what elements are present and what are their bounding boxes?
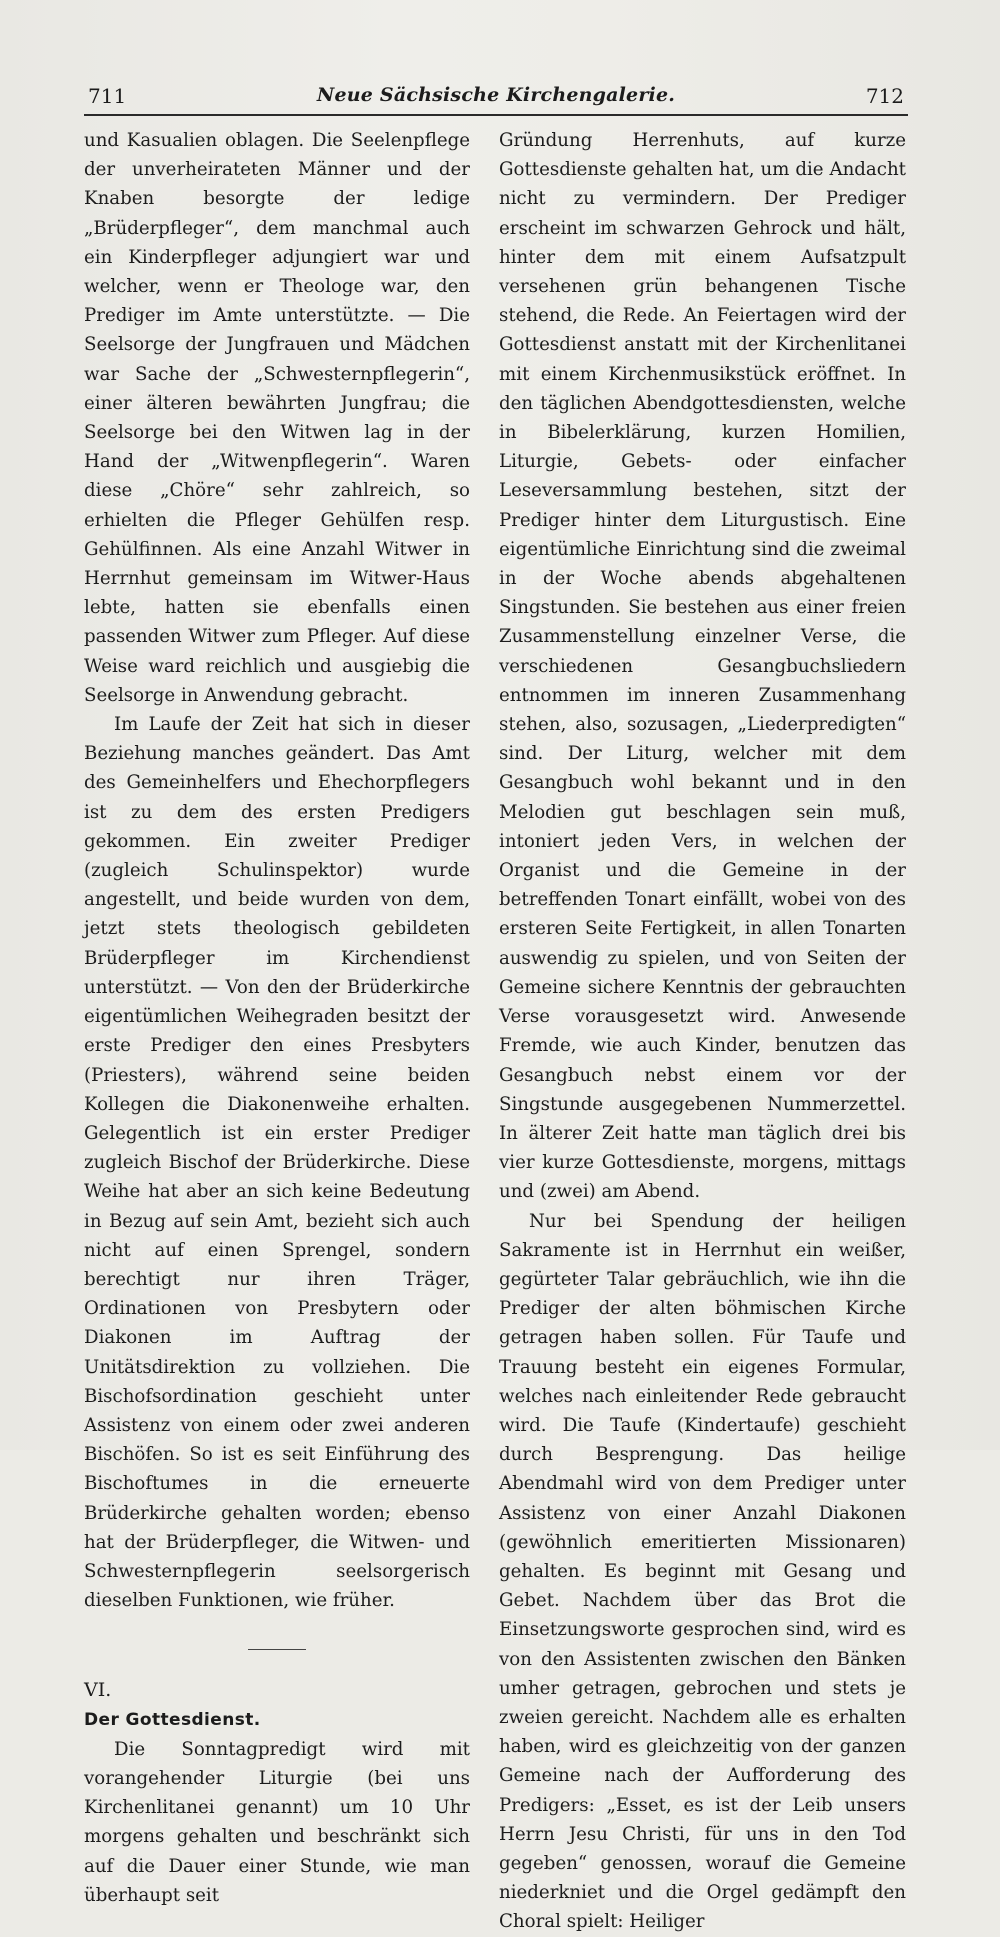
section-title: Der Gottesdienst. [84, 1709, 261, 1730]
paragraph: Im Laufe der Zeit hat sich in dieser Beziehung manches geändert. Das Amt des Gemeinhelfers und Ehechorpflegers ist zu dem des ersten Predigers gekommen. Ein zweiter Prediger (zugleich Schulinspektor) wurde angestellt, und beide wurden von dem, jetzt stets theologisch gebildeten Brüderpfleger im Kirchendienst unterstützt. — Von den der Brüderkirche eigentümlichen Weihegraden besitzt der erste Prediger den eines Presbyters (Priesters), während seine beiden Kollegen die Diakonenweihe erhalten. Gelegentlich ist ein erster Prediger zugleich Bischof der Brüderkirche. Diese Weihe hat aber an sich keine Bedeutung in Bezug auf sein Amt, bezieht sich auch nicht auf einen Sprengel, sondern berechtigt nur ihren Träger, Ordinationen von Presbytern oder Diakonen im Auftrag der Unitätsdirektion zu vollziehen. Die Bischofsordination geschieht unter Assistenz von einem oder zwei anderen Bischöfen. So ist es seit Einführung des Bischoftumes in die erneuerte Brüderkirche gehalten worden; ebenso hat der Brüderpfleger, die Witwen- und Schwesternpflegerin seelsorgerisch dieselben Funktionen, wie früher. [84, 714, 470, 1612]
section-divider [248, 1649, 306, 1650]
right-column [499, 126, 906, 1937]
running-header [84, 80, 908, 116]
left-column [84, 126, 470, 1910]
running-title: Neue Sächsische Kirchengalerie. [316, 84, 676, 106]
page-number-right: 712 [865, 84, 904, 108]
paragraph: Nur bei Spendung der heiligen Sakramente ist in Herrnhut ein weißer, gegürteter Talar gebräuchlich, wie ihn die Prediger der alten böhmischen Kirche getragen haben sollen. Für Taufe und Trauung besteht ein eigenes Formular, welches nach einleitender Rede gebraucht wird. Die Taufe (Kindertaufe) geschieht durch Besprengung. Das heilige Abendmahl wird von dem Prediger unter Assistenz von einer Anzahl Diakonen (gewöhnlich emeritierten Missionaren) gehalten. Es beginnt mit Gesang und Gebet. Nachdem über das Brot die Einsetzungsworte gesprochen sind, wird es von den Assistenten zwischen den Bänken umher getragen, gebrochen und stets je zweien gereicht. Nachdem alle es erhalten haben, wird es gleichzeitig von der ganzen Gemeine nach der Aufforderung des Predigers: „Esset, es ist der Leib unsers Herrn Jesu Christi, für uns in den Tod gegeben“ genossen, worauf die Gemeine niederkniet und die Orgel gedämpft den Choral spielt: Heiliger [499, 1210, 906, 1933]
paragraph: Die Sonntagpredigt wird mit vorangehender Liturgie (bei uns Kirchenlitanei genannt) um 10 Uhr morgens gehalten und beschränkt sich auf die Dauer einer Stunde, wie man überhaupt seit [84, 1738, 470, 1906]
section-number: VI. [84, 1679, 112, 1702]
page-number-left: 711 [88, 84, 127, 108]
paragraph: Gründung Herrenhuts, auf kurze Gottesdienste gehalten hat, um die Andacht nicht zu vermindern. Der Prediger erscheint im schwarzen Gehrock und hält, hinter dem mit einem Aufsatzpult versehenen grün behangenen Tische stehend, die Rede. An Feiertagen wird der Gottesdienst anstatt mit der Kirchenlitanei mit einem Kirchenmusikstück eröffnet. In den täglichen Abendgottesdiensten, welche in Bibelerklärung, kurzen Homilien, Liturgie, Gebets- oder einfacher Leseversammlung bestehen, sitzt der Prediger hinter dem Liturgustisch. Eine eigentümliche Einrichtung sind die zweimal in der Woche abends abgehaltenen Singstunden. Sie bestehen aus einer freien Zusammenstellung einzelner Verse, die verschiedenen Gesangbuchsliedern entnommen im inneren Zusammenhang stehen, also, sozusagen, „Liederpredigten“ sind. Der Liturg, welcher mit dem Gesangbuch wohl bekannt und in den Melodien gut beschlagen sein muß, intoniert jeden Vers, in welchen der Organist und die Gemeine in der betreffenden Tonart einfällt, wobei von des ersteren Seite Fertigkeit, in allen Tonarten auswendig zu spielen, und von Seiten der Gemeine sichere Kenntnis der gebrauchten Verse vorausgesetzt wird. Anwesende Fremde, wie auch Kinder, benutzen das Gesangbuch nebst einem vor der Singstunde ausgegebenen Nummerzettel. In älterer Zeit hatte man täglich drei bis vier kurze Gottesdienste, morgens, mittags und (zwei) am Abend. [499, 130, 906, 1203]
paragraph: und Kasualien oblagen. Die Seelenpflege der unverheirateten Männer und der Knaben besorgte der ledige „Brüderpfleger“, dem manchmal auch ein Kinderpfleger adjungiert war und welcher, wenn er Theologe war, den Prediger im Amte unterstützte. — Die Seelsorge der Jungfrauen und Mädchen war Sache der „Schwesternpflegerin“, einer älteren bewährten Jungfrau; die Seelsorge bei den Witwen lag in der Hand der „Witwenpflegerin“. Waren diese „Chöre“ sehr zahlreich, so erhielten die Pfleger Gehülfen resp. Gehülfinnen. Als eine Anzahl Witwer in Herrnhut gemeinsam im Witwer-Haus lebte, hatten sie ebenfalls einen passenden Witwer zum Pfleger. Auf diese Weise ward reichlich und ausgiebig die Seelsorge in Anwendung gebracht. [84, 130, 470, 706]
